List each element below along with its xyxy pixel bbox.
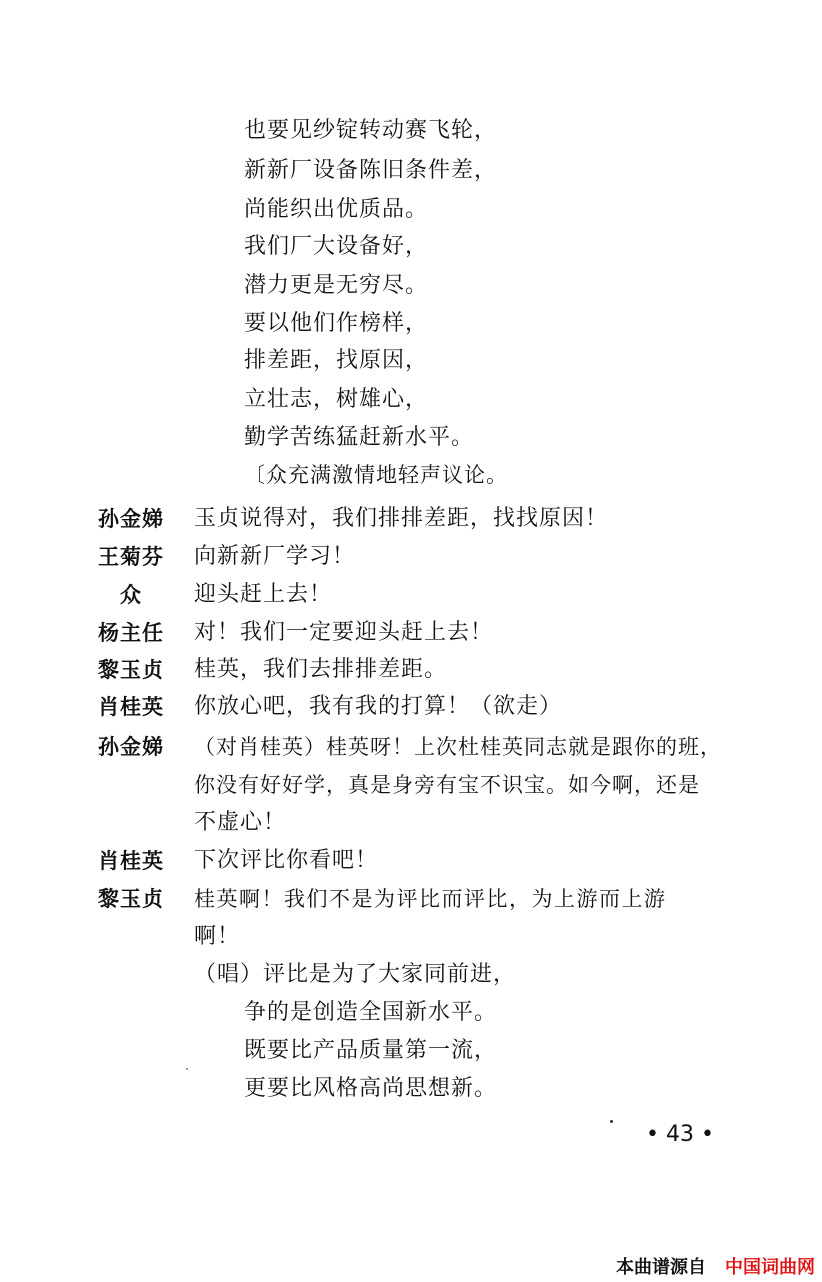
dialogue-line: （对肖桂英）桂英呀！上次杜桂英同志就是跟你的班， [194,735,722,759]
dialogue-line: 不虚心！ [194,810,287,835]
footer-source-label: 本曲谱源自 [616,1257,706,1278]
dialogue-line: 啊！ [194,924,241,949]
dialogue-line: 你放心吧，我有我的打算！（欲走） [194,694,563,719]
verse-line: 也要见纱锭转动赛飞轮， [244,118,498,143]
stage-direction: 〔众充满激情地轻声议论。 [244,463,508,487]
dialogue-line: 你没有好好学，真是身旁有宝不识宝。如今啊，还是 [194,773,700,797]
dialogue-line: 迎头赶上去！ [194,582,333,607]
verse-line: 我们厂大设备好， [244,234,429,259]
speaker-name: 杨主任 [98,621,164,645]
dialogue-line: 向新新厂学习！ [194,544,356,569]
speaker-name: 孙金娣 [98,735,164,759]
verse-line: 既要比产品质量第一流， [244,1038,498,1063]
speaker-name: 肖桂英 [98,849,164,873]
speaker-name: 众 [120,583,142,607]
verse-line: 立壮志，树雄心， [244,387,429,412]
dialogue-line: 玉贞说得对，我们排排差距，找找原因！ [194,506,609,531]
verse-line: 潜力更是无穷尽。 [244,273,429,298]
speaker-name: 孙金娣 [98,507,164,531]
speaker-name: 肖桂英 [98,695,164,719]
verse-line: 更要比风格高尚思想新。 [244,1076,498,1101]
scan-speck [610,1120,613,1123]
song-intro: （唱）评比是为了大家同前进， [194,962,517,987]
verse-line: 新新厂设备陈旧条件差， [244,158,498,183]
speaker-name: 王菊芬 [98,545,164,569]
footer-site-name: 中国词曲网 [725,1257,815,1278]
verse-line: 要以他们作榜样， [244,311,429,336]
verse-line: 争的是创造全国新水平。 [244,1000,498,1025]
verse-line: 排差距，找原因， [244,348,429,373]
dialogue-line: 桂英，我们去排排差距。 [194,657,448,682]
speaker-name: 黎玉贞 [98,887,164,911]
verse-line: 勤学苦练猛赶新水平。 [244,425,475,450]
verse-line: 尚能织出优质品。 [244,197,429,222]
scan-speck [186,1068,188,1070]
dialogue-line: 对！我们一定要迎头赶上去！ [194,620,494,645]
dialogue-line: 下次评比你看吧！ [194,848,379,873]
dialogue-line: 桂英啊！我们不是为评比而评比，为上游而上游 [194,887,667,911]
speaker-name: 黎玉贞 [98,658,164,682]
page-number: • 43 • [646,1122,714,1147]
